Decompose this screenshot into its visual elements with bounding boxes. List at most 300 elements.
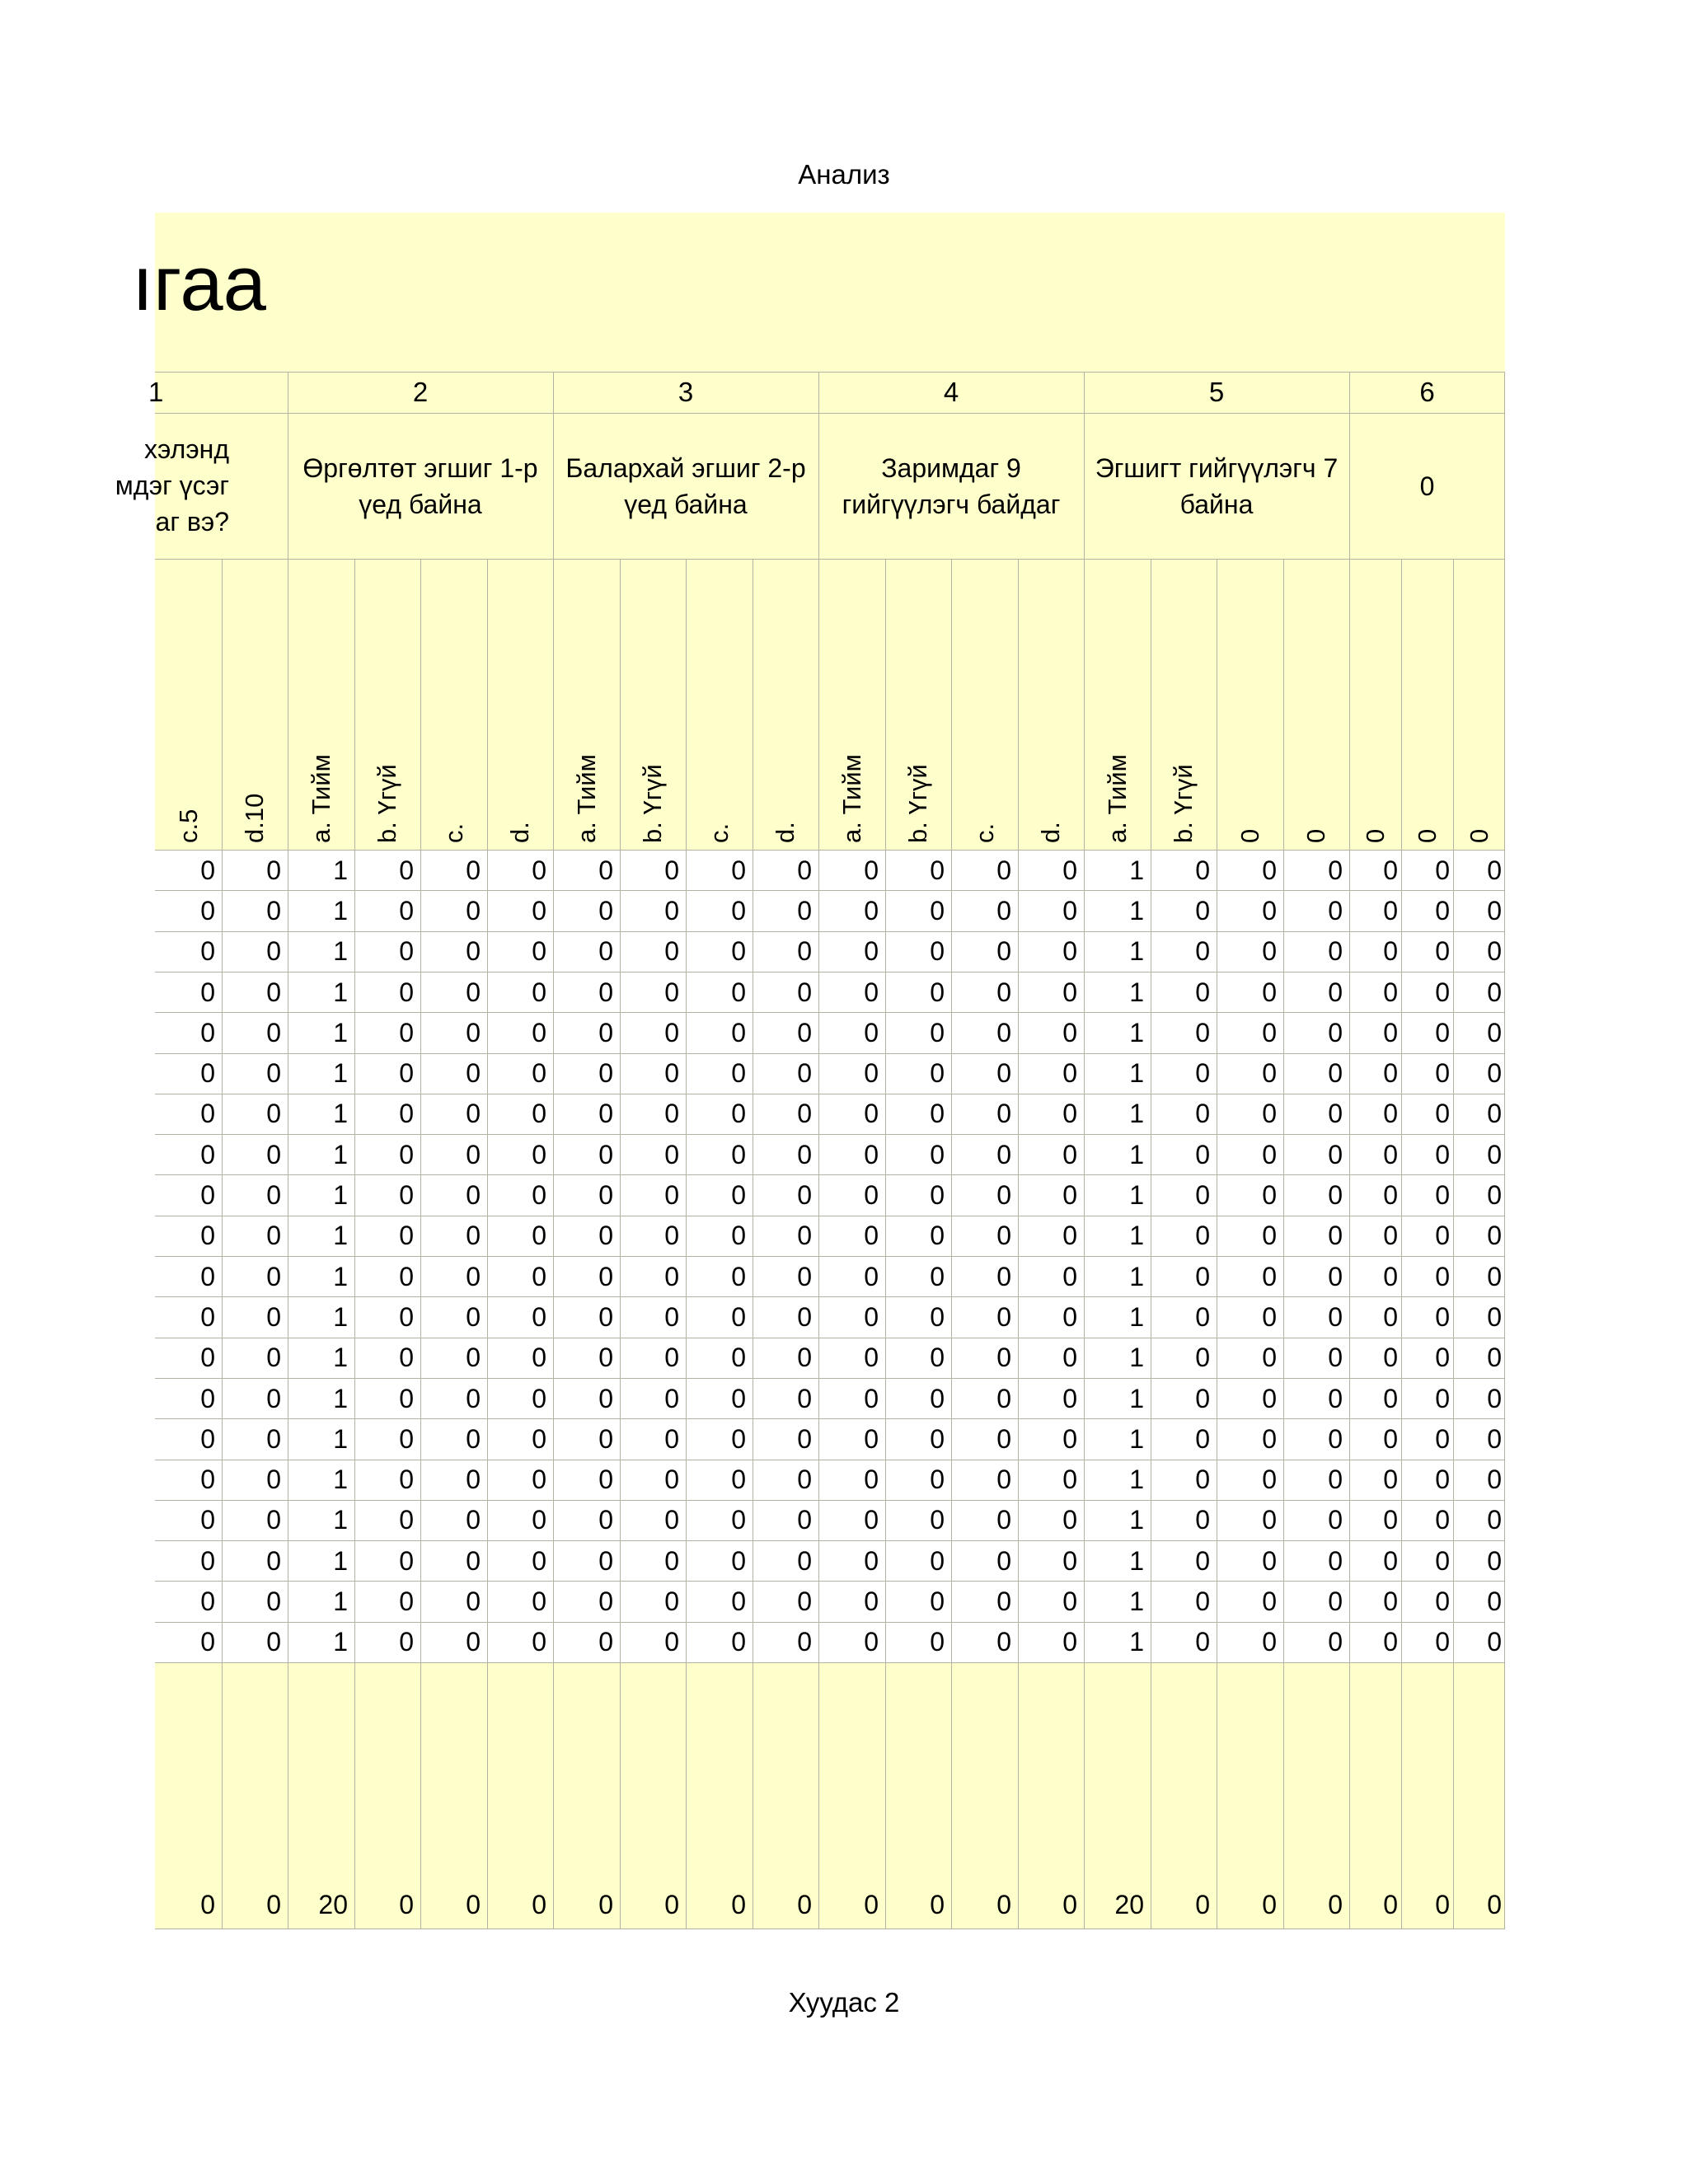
option-label: b. Үгүй — [638, 764, 667, 843]
table-cell: 0 — [1062, 895, 1077, 926]
table-cell: 0 — [1195, 1139, 1210, 1169]
table-cell: 1 — [333, 855, 348, 885]
table-cell: 0 — [1435, 855, 1450, 885]
table-cell: 0 — [1328, 1017, 1343, 1047]
table-cell: 1 — [1129, 1505, 1144, 1535]
table-cell: 0 — [200, 895, 215, 926]
table-cell: 0 — [1262, 1545, 1277, 1576]
table-cell: 0 — [930, 936, 945, 967]
table-cell: 0 — [797, 1180, 812, 1211]
table-cell: 1 — [1129, 895, 1144, 926]
table-cell: 0 — [466, 1545, 481, 1576]
table-cell: 0 — [1383, 1261, 1398, 1291]
table-cell: 0 — [930, 855, 945, 885]
table-cell: 1 — [333, 1301, 348, 1332]
table-cell: 1 — [333, 936, 348, 967]
table-cell: 0 — [399, 1017, 414, 1047]
table-cell: 0 — [399, 855, 414, 885]
table-cell: 1 — [333, 1180, 348, 1211]
table-cell: 0 — [1487, 895, 1502, 926]
table-cell: 1 — [1129, 855, 1144, 885]
table-cell: 0 — [1487, 1261, 1502, 1291]
table-cell: 0 — [266, 1301, 281, 1332]
table-cell: 0 — [200, 1627, 215, 1657]
table-cell: 0 — [200, 1545, 215, 1576]
table-cell: 0 — [664, 936, 679, 967]
table-cell: 0 — [1328, 895, 1343, 926]
table-cell: 0 — [864, 1423, 879, 1454]
table-cell: 0 — [797, 1099, 812, 1129]
table-cell: 1 — [1129, 936, 1144, 967]
table-cell: 0 — [1262, 895, 1277, 926]
question-1-text — [0, 413, 229, 559]
option-label: 0 — [1360, 828, 1390, 843]
table-cell: 1 — [333, 1423, 348, 1454]
table-cell: 0 — [1487, 1343, 1502, 1373]
table-cell: 0 — [864, 1627, 879, 1657]
table-cell: 1 — [1129, 1139, 1144, 1169]
table-cell: 0 — [1328, 1180, 1343, 1211]
table-cell: 0 — [1383, 1383, 1398, 1413]
total-cell: 0 — [1487, 1890, 1502, 1919]
table-cell: 0 — [598, 1058, 613, 1089]
option-label: b. Үгүй — [1169, 764, 1198, 843]
table-cell: 0 — [200, 855, 215, 885]
table-cell: 0 — [598, 895, 613, 926]
total-cell: 0 — [996, 1890, 1011, 1919]
table-cell: 0 — [399, 1627, 414, 1657]
table-cell: 0 — [266, 1099, 281, 1129]
table-cell: 0 — [466, 936, 481, 967]
table-cell: 0 — [266, 1505, 281, 1535]
table-cell: 0 — [664, 1343, 679, 1373]
table-cell: 1 — [1129, 1627, 1144, 1657]
table-cell: 0 — [532, 977, 546, 1007]
table-cell: 0 — [864, 1465, 879, 1495]
table-cell: 0 — [930, 1261, 945, 1291]
table-cell: 0 — [1435, 977, 1450, 1007]
table-cell: 0 — [1435, 1383, 1450, 1413]
table-cell: 0 — [1262, 1465, 1277, 1495]
table-cell: 0 — [1435, 1505, 1450, 1535]
table-cell: 0 — [664, 977, 679, 1007]
table-cell: 0 — [466, 1505, 481, 1535]
table-cell: 0 — [1195, 1180, 1210, 1211]
table-cell: 0 — [664, 1301, 679, 1332]
table-cell: 0 — [1328, 977, 1343, 1007]
table-cell: 0 — [1487, 1627, 1502, 1657]
table-cell: 0 — [731, 1586, 746, 1617]
table-cell: 1 — [333, 1343, 348, 1373]
table-cell: 0 — [598, 1180, 613, 1211]
table-cell: 0 — [731, 977, 746, 1007]
table-cell: 0 — [797, 1505, 812, 1535]
table-cell: 0 — [930, 1180, 945, 1211]
table-cell: 0 — [200, 977, 215, 1007]
table-cell: 1 — [1129, 1180, 1144, 1211]
table-cell: 0 — [399, 1301, 414, 1332]
table-cell: 0 — [996, 1627, 1011, 1657]
table-cell: 0 — [1435, 1586, 1450, 1617]
table-cell: 0 — [1487, 1301, 1502, 1332]
table-cell: 0 — [598, 1343, 613, 1373]
table-cell: 0 — [1328, 936, 1343, 967]
option-label: c. — [969, 823, 999, 843]
table-cell: 0 — [1262, 1139, 1277, 1169]
table-cell: 0 — [200, 1423, 215, 1454]
question-text: 0 — [1419, 471, 1435, 501]
question-1-text-line: мдэг үсэг — [115, 471, 229, 500]
option-label: d. — [771, 822, 799, 843]
table-cell: 0 — [532, 1139, 546, 1169]
table-cell: 0 — [1262, 855, 1277, 885]
table-cell: 0 — [1328, 1383, 1343, 1413]
table-cell: 0 — [266, 1017, 281, 1047]
table-cell: 0 — [664, 1383, 679, 1413]
table-cell: 0 — [1435, 1301, 1450, 1332]
table-cell: 0 — [399, 1505, 414, 1535]
table-cell: 0 — [399, 1343, 414, 1373]
table-cell: 0 — [797, 1139, 812, 1169]
table-cell: 1 — [333, 1221, 348, 1251]
table-cell: 0 — [532, 1058, 546, 1089]
grid-line-h — [155, 559, 1505, 560]
option-label: b. Үгүй — [373, 764, 401, 843]
table-cell: 0 — [864, 895, 879, 926]
table-cell: 0 — [399, 1180, 414, 1211]
table-cell: 0 — [1383, 1139, 1398, 1169]
table-cell: 0 — [1062, 1505, 1077, 1535]
table-cell: 0 — [1328, 1301, 1343, 1332]
table-cell: 0 — [399, 1423, 414, 1454]
question-number: 4 — [943, 377, 959, 407]
table-cell: 0 — [532, 855, 546, 885]
table-cell: 0 — [1487, 1505, 1502, 1535]
table-cell: 0 — [1062, 1465, 1077, 1495]
table-cell: 0 — [532, 1261, 546, 1291]
table-cell: 0 — [466, 1180, 481, 1211]
table-cell: 0 — [598, 1465, 613, 1495]
total-cell: 0 — [266, 1890, 281, 1919]
table-cell: 0 — [664, 1017, 679, 1047]
table-cell: 0 — [797, 936, 812, 967]
table-cell: 0 — [466, 1423, 481, 1454]
table-cell: 0 — [399, 1261, 414, 1291]
table-cell: 0 — [598, 936, 613, 967]
table-cell: 0 — [797, 895, 812, 926]
table-cell: 1 — [333, 1586, 348, 1617]
table-cell: 1 — [1129, 1099, 1144, 1129]
table-cell: 0 — [200, 1017, 215, 1047]
table-cell: 0 — [996, 895, 1011, 926]
table-cell: 1 — [333, 1627, 348, 1657]
table-cell: 0 — [1195, 1505, 1210, 1535]
table-cell: 1 — [333, 1545, 348, 1576]
table-cell: 0 — [1435, 1221, 1450, 1251]
table-cell: 0 — [532, 1221, 546, 1251]
table-cell: 0 — [1062, 1180, 1077, 1211]
table-cell: 1 — [1129, 1221, 1144, 1251]
table-cell: 0 — [598, 1221, 613, 1251]
table-cell: 0 — [1435, 1099, 1450, 1129]
table-cell: 0 — [797, 855, 812, 885]
table-cell: 0 — [864, 1301, 879, 1332]
table-cell: 0 — [731, 1180, 746, 1211]
table-cell: 0 — [930, 1017, 945, 1047]
table-cell: 0 — [466, 1301, 481, 1332]
table-cell: 0 — [864, 936, 879, 967]
table-cell: 0 — [1487, 1586, 1502, 1617]
table-cell: 0 — [1262, 1423, 1277, 1454]
table-cell: 0 — [731, 1058, 746, 1089]
table-cell: 0 — [1262, 1505, 1277, 1535]
table-cell: 0 — [200, 1139, 215, 1169]
table-cell: 1 — [1129, 1301, 1144, 1332]
table-cell: 0 — [1435, 1465, 1450, 1495]
table-cell: 0 — [266, 977, 281, 1007]
table-cell: 0 — [930, 1221, 945, 1251]
table-cell: 0 — [1262, 1383, 1277, 1413]
table-cell: 1 — [333, 977, 348, 1007]
table-cell: 0 — [200, 1343, 215, 1373]
table-cell: 0 — [466, 1627, 481, 1657]
table-cell: 1 — [1129, 1017, 1144, 1047]
table-cell: 1 — [1129, 1423, 1144, 1454]
table-cell: 0 — [1383, 977, 1398, 1007]
table-cell: 0 — [598, 1627, 613, 1657]
option-label: c.5 — [173, 808, 203, 843]
table-cell: 0 — [1328, 1545, 1343, 1576]
table-cell: 0 — [1435, 895, 1450, 926]
table-cell: 0 — [731, 1343, 746, 1373]
table-cell: 0 — [1195, 1261, 1210, 1291]
table-cell: 0 — [266, 936, 281, 967]
table-cell: 0 — [532, 1586, 546, 1617]
table-cell: 1 — [1129, 1058, 1144, 1089]
table-cell: 0 — [200, 1099, 215, 1129]
option-label: 0 — [1301, 828, 1330, 843]
table-cell: 0 — [1062, 1099, 1077, 1129]
table-cell: 0 — [466, 895, 481, 926]
option-label: a. Тийм — [837, 754, 866, 843]
table-cell: 0 — [1262, 1180, 1277, 1211]
table-cell: 0 — [466, 1465, 481, 1495]
sheet-title-fragment: ıгаа — [132, 240, 266, 326]
table-cell: 0 — [1062, 936, 1077, 967]
table-cell: 0 — [1195, 1627, 1210, 1657]
table-cell: 0 — [1062, 1139, 1077, 1169]
table-cell: 0 — [1262, 1627, 1277, 1657]
table-cell: 0 — [731, 895, 746, 926]
table-cell: 0 — [664, 1545, 679, 1576]
table-cell: 0 — [1262, 1017, 1277, 1047]
table-cell: 0 — [466, 1017, 481, 1047]
table-cell: 0 — [598, 1139, 613, 1169]
table-cell: 0 — [1195, 895, 1210, 926]
table-cell: 0 — [1328, 1261, 1343, 1291]
table-cell: 0 — [797, 1058, 812, 1089]
table-cell: 0 — [1487, 1383, 1502, 1413]
total-cell: 0 — [664, 1890, 679, 1919]
table-cell: 0 — [598, 1261, 613, 1291]
table-cell: 0 — [1328, 1586, 1343, 1617]
table-cell: 0 — [1435, 1343, 1450, 1373]
total-cell: 0 — [598, 1890, 613, 1919]
table-cell: 0 — [1195, 1058, 1210, 1089]
table-cell: 0 — [1195, 1465, 1210, 1495]
table-cell: 0 — [1262, 1099, 1277, 1129]
table-cell: 0 — [1195, 1586, 1210, 1617]
table-cell: 0 — [200, 1261, 215, 1291]
table-cell: 0 — [1487, 1423, 1502, 1454]
question-text: Заримдаг 9 гийгүүлэгч байдаг — [842, 452, 1061, 519]
table-cell: 0 — [532, 1423, 546, 1454]
table-cell: 0 — [797, 1465, 812, 1495]
table-cell: 0 — [664, 895, 679, 926]
table-cell: 0 — [1383, 1180, 1398, 1211]
table-cell: 0 — [1435, 1058, 1450, 1089]
table-cell: 0 — [200, 1058, 215, 1089]
option-label: d. — [1036, 822, 1065, 843]
table-cell: 0 — [664, 1261, 679, 1291]
table-cell: 0 — [598, 855, 613, 885]
table-cell: 0 — [1435, 1139, 1450, 1169]
table-cell: 0 — [532, 1301, 546, 1332]
table-cell: 0 — [996, 1383, 1011, 1413]
table-cell: 0 — [1487, 1099, 1502, 1129]
table-cell: 0 — [466, 1383, 481, 1413]
table-cell: 0 — [731, 1261, 746, 1291]
table-cell: 0 — [731, 1465, 746, 1495]
table-cell: 0 — [399, 1465, 414, 1495]
table-cell: 0 — [1328, 1423, 1343, 1454]
table-cell: 0 — [1328, 1465, 1343, 1495]
table-cell: 0 — [731, 1545, 746, 1576]
table-cell: 0 — [1062, 1586, 1077, 1617]
table-cell: 0 — [266, 1586, 281, 1617]
table-cell: 0 — [996, 1261, 1011, 1291]
table-cell: 0 — [864, 1505, 879, 1535]
total-cell: 0 — [1383, 1890, 1398, 1919]
table-cell: 0 — [1487, 1058, 1502, 1089]
table-cell: 0 — [532, 1505, 546, 1535]
table-cell: 0 — [996, 1586, 1011, 1617]
table-cell: 0 — [797, 1221, 812, 1251]
option-label: 0 — [1464, 828, 1493, 843]
table-cell: 0 — [200, 1383, 215, 1413]
table-cell: 0 — [797, 1423, 812, 1454]
table-cell: 0 — [930, 1423, 945, 1454]
table-cell: 0 — [1383, 1221, 1398, 1251]
table-cell: 0 — [200, 1180, 215, 1211]
table-cell: 0 — [1328, 1505, 1343, 1535]
table-cell: 0 — [1487, 1545, 1502, 1576]
option-label: c. — [438, 823, 468, 843]
table-cell: 0 — [266, 1058, 281, 1089]
table-cell: 0 — [864, 1545, 879, 1576]
table-cell: 0 — [864, 977, 879, 1007]
table-cell: 0 — [731, 1221, 746, 1251]
table-cell: 0 — [731, 1383, 746, 1413]
table-cell: 0 — [797, 1301, 812, 1332]
table-cell: 0 — [598, 1383, 613, 1413]
table-cell: 0 — [996, 936, 1011, 967]
table-cell: 0 — [1195, 1343, 1210, 1373]
table-cell: 0 — [731, 1505, 746, 1535]
table-cell: 0 — [664, 1221, 679, 1251]
table-cell: 0 — [1487, 936, 1502, 967]
table-cell: 0 — [996, 1505, 1011, 1535]
table-cell: 0 — [466, 855, 481, 885]
table-cell: 0 — [1435, 936, 1450, 967]
table-cell: 0 — [930, 1301, 945, 1332]
table-cell: 0 — [664, 1423, 679, 1454]
question-number: 3 — [678, 377, 694, 407]
table-cell: 0 — [1383, 1017, 1398, 1047]
table-cell: 0 — [664, 855, 679, 885]
table-cell: 0 — [1435, 1180, 1450, 1211]
table-cell: 0 — [598, 1505, 613, 1535]
table-cell: 0 — [266, 1465, 281, 1495]
table-cell: 1 — [333, 1099, 348, 1129]
table-cell: 0 — [797, 1627, 812, 1657]
table-cell: 0 — [1487, 1180, 1502, 1211]
table-cell: 0 — [532, 895, 546, 926]
total-cell: 0 — [1062, 1890, 1077, 1919]
table-cell: 1 — [333, 895, 348, 926]
table-cell: 0 — [200, 936, 215, 967]
table-cell: 0 — [797, 1261, 812, 1291]
table-cell: 0 — [664, 1586, 679, 1617]
table-cell: 0 — [532, 1099, 546, 1129]
table-cell: 0 — [1062, 1301, 1077, 1332]
table-cell: 1 — [333, 1383, 348, 1413]
total-cell: 0 — [1328, 1890, 1343, 1919]
total-cell: 0 — [532, 1890, 546, 1919]
table-cell: 0 — [664, 1465, 679, 1495]
table-cell: 0 — [930, 1505, 945, 1535]
table-cell: 0 — [996, 1058, 1011, 1089]
table-cell: 0 — [1262, 1058, 1277, 1089]
table-cell: 0 — [399, 1058, 414, 1089]
table-cell: 0 — [399, 977, 414, 1007]
table-cell: 0 — [532, 936, 546, 967]
table-cell: 0 — [1262, 977, 1277, 1007]
table-cell: 0 — [797, 1545, 812, 1576]
table-cell: 0 — [1062, 1261, 1077, 1291]
table-cell: 0 — [930, 895, 945, 926]
total-cell: 0 — [797, 1890, 812, 1919]
table-cell: 0 — [1195, 1423, 1210, 1454]
table-cell: 0 — [996, 1099, 1011, 1129]
table-cell: 0 — [1195, 855, 1210, 885]
table-cell: 0 — [930, 1545, 945, 1576]
table-cell: 0 — [797, 1017, 812, 1047]
table-cell: 0 — [864, 855, 879, 885]
option-label: c. — [704, 823, 734, 843]
table-cell: 0 — [731, 1301, 746, 1332]
table-cell: 0 — [1487, 1139, 1502, 1169]
total-cell: 0 — [1195, 1890, 1210, 1919]
spreadsheet — [115, 213, 1505, 1929]
table-cell: 0 — [930, 1058, 945, 1089]
table-cell: 0 — [731, 1139, 746, 1169]
question-number: 6 — [1419, 377, 1435, 407]
table-cell: 0 — [598, 1099, 613, 1129]
table-cell: 1 — [1129, 1586, 1144, 1617]
total-cell: 0 — [731, 1890, 746, 1919]
table-cell: 0 — [1195, 936, 1210, 967]
